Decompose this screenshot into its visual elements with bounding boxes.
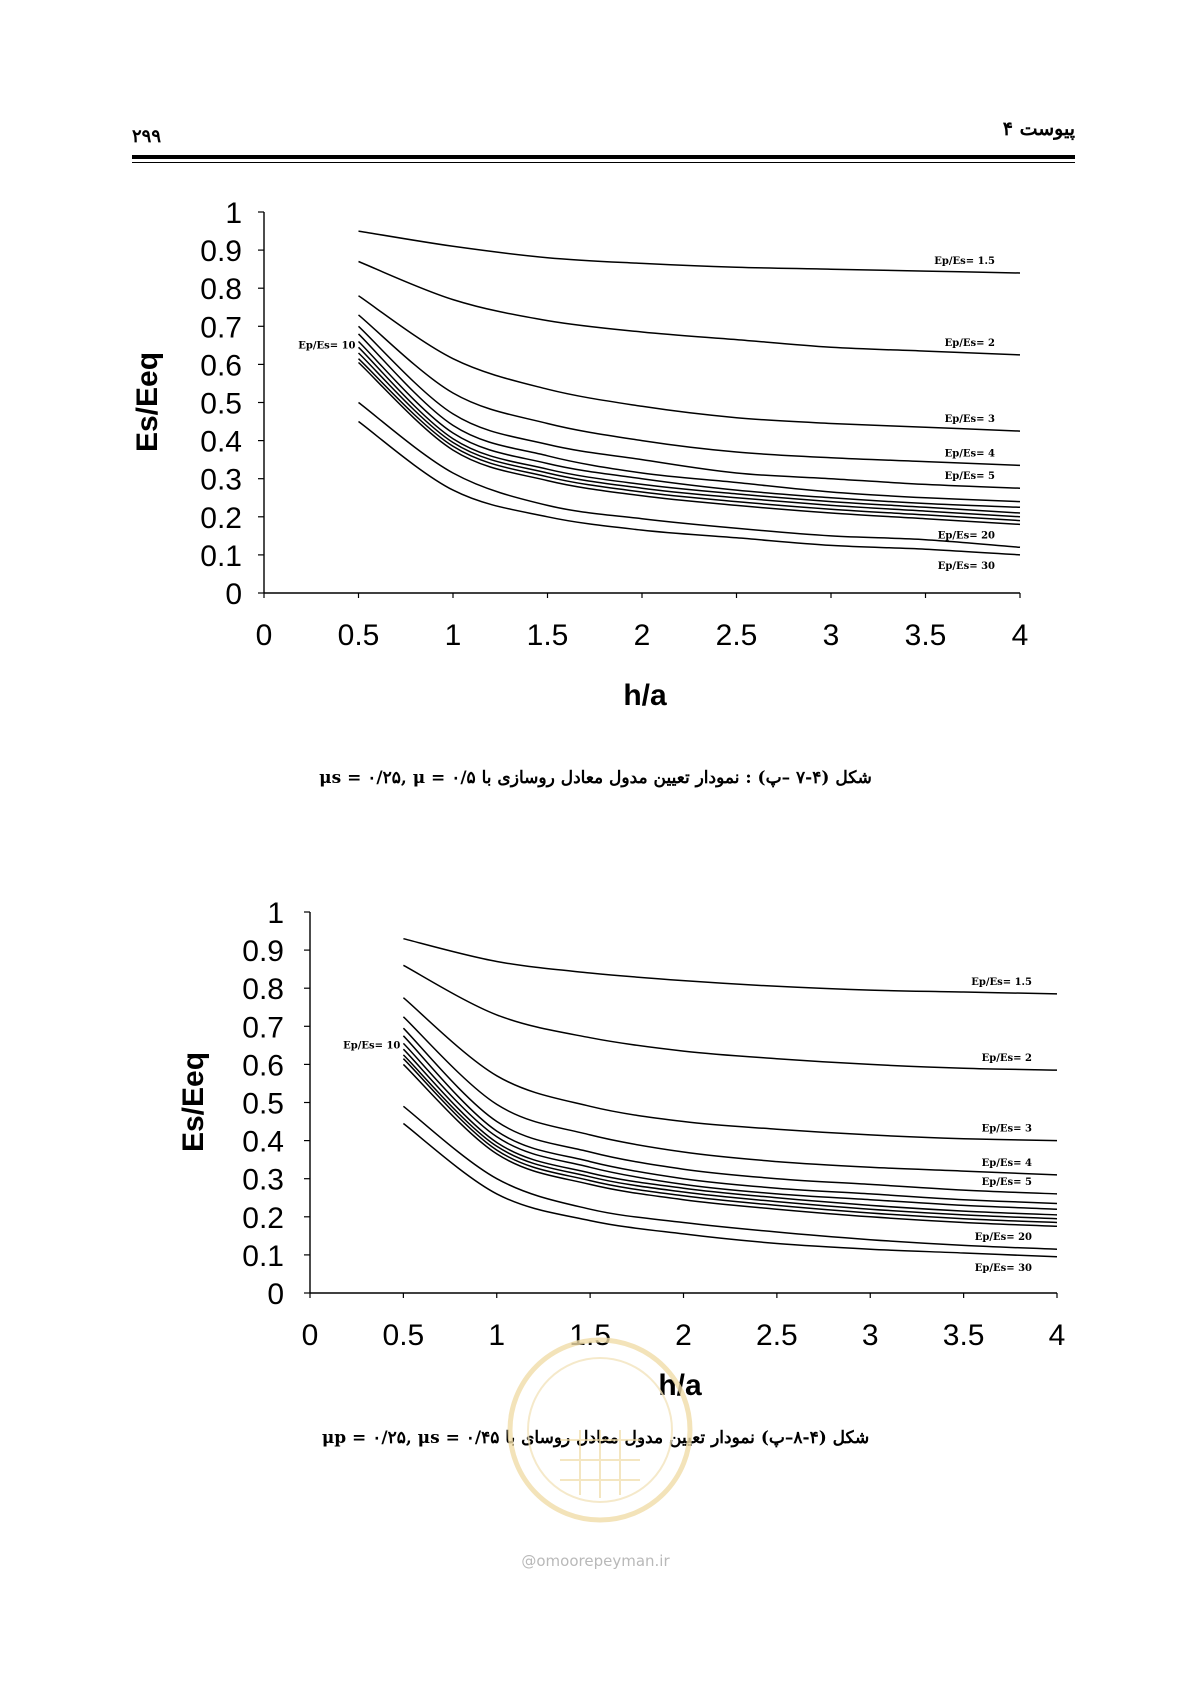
chart-2-series-line — [403, 1036, 1057, 1204]
caption-1: شکل (۴-۷ –پ) : نمودار تعیین مدول معادل روسازی با μs = ۰/۲۵, μ = ۰/۵ — [319, 768, 872, 788]
chart-1-y-tick-label: 0.1 — [200, 539, 242, 573]
chart-2-y-tick-label: 0.7 — [242, 1011, 284, 1045]
chart-2-series-label: Ep/Es= 5 — [981, 1176, 1032, 1188]
chart-1-y-tick-label: 0.3 — [200, 463, 242, 497]
chart-2-y-tick-label: 0.9 — [242, 935, 284, 969]
chart-1-x-tick-label: 3.5 — [904, 619, 947, 652]
chart-2-series-line — [403, 965, 1057, 1070]
chart-2-x-tick-label: 0.5 — [382, 1319, 425, 1352]
chart-2-x-axis-label: h/a — [658, 1369, 702, 1402]
chart-1-x-tick-label: 4 — [1011, 619, 1029, 652]
watermark-url: @omoorepeyman.ir — [521, 1552, 670, 1570]
chart-2-y-tick-label: 0.2 — [242, 1201, 284, 1235]
chart-1-y-tick-label: 0.5 — [200, 387, 242, 421]
chart-1-x-axis-label: h/a — [623, 679, 667, 712]
chart-2-y-tick-label: 0.4 — [242, 1125, 284, 1159]
chart-1-series-label: Ep/Es= 20 — [937, 530, 995, 542]
chart-1-y-tick-label: 0.8 — [200, 273, 242, 307]
chart-1-y-tick-label: 0.7 — [200, 311, 242, 345]
chart-1-series-line — [359, 315, 1021, 466]
chart-2-x-tick-label: 4 — [1048, 1319, 1066, 1352]
chart-2-x-tick-label: 1 — [488, 1319, 506, 1352]
chart-2-series-line — [403, 1028, 1057, 1194]
chart-2-series-line — [403, 998, 1057, 1141]
chart-2-y-tick-label: 0 — [267, 1278, 284, 1311]
caption-2: شکل (۴-۸–پ) نمودار تعیین مدول معادل روسای با μp = ۰/۲۵, μs = ۰/۴۵ — [321, 1428, 870, 1448]
chart-1-series-label: Ep/Es= 2 — [944, 337, 995, 349]
chart-1-series-line — [359, 334, 1021, 502]
chart-2-y-tick-label: 0.1 — [242, 1239, 284, 1273]
chart-1-series-line — [359, 342, 1021, 508]
chart-1-series-line — [359, 359, 1021, 521]
chart-1-series-line — [359, 296, 1021, 431]
chart-1-series-label: Ep/Es= 1.5 — [934, 255, 995, 267]
chart-2-y-axis-label: Es/Eeq — [177, 1051, 210, 1153]
chart-1-series-label: Ep/Es= 4 — [944, 448, 995, 460]
chart-1-y-tick-label: 0 — [225, 578, 242, 611]
chart-1-y-tick-label: 0.2 — [200, 501, 242, 535]
chart-2-x-tick-label: 3 — [861, 1319, 879, 1352]
chart-1-x-tick-label: 2 — [633, 619, 651, 652]
chart-2-y-tick-label: 0.3 — [242, 1163, 284, 1197]
chart-1-series-label: Ep/Es= 10 — [298, 340, 356, 352]
chart-2-series-line — [403, 939, 1057, 994]
chart-1-series-label: Ep/Es= 30 — [937, 560, 995, 572]
chart-2-y-tick-label: 0.6 — [242, 1049, 284, 1083]
chart-1-y-tick-label: 1 — [225, 197, 242, 230]
chart-2-series-label: Ep/Es= 10 — [343, 1040, 401, 1052]
chart-2-y-tick-label: 0.5 — [242, 1087, 284, 1121]
chart-2-series-line — [403, 1106, 1057, 1249]
chart-2-series-label: Ep/Es= 3 — [981, 1123, 1032, 1135]
chart-2-series-label: Ep/Es= 4 — [981, 1157, 1032, 1169]
chart-2-y-tick-label: 0.8 — [242, 973, 284, 1007]
section-title: پیوست ۴ — [1002, 118, 1075, 140]
chart-1-x-tick-label: 1.5 — [526, 619, 569, 652]
header-rule-thick — [132, 155, 1075, 159]
chart-1-series-line — [359, 363, 1021, 525]
seal-watermark — [500, 1330, 700, 1530]
chart-1 — [0, 160, 1191, 720]
chart-2-series-label: Ep/Es= 1.5 — [971, 976, 1032, 988]
chart-2-x-tick-label: 2.5 — [756, 1319, 798, 1352]
chart-1-series-label: Ep/Es= 3 — [944, 414, 995, 426]
chart-1-x-tick-label: 0 — [255, 619, 273, 652]
chart-1-series-line — [359, 403, 1021, 548]
chart-2-x-tick-label: 1.5 — [569, 1319, 611, 1352]
chart-2-x-tick-label: 0 — [301, 1319, 319, 1352]
chart-2-series-label: Ep/Es= 2 — [981, 1053, 1032, 1065]
chart-1-x-tick-label: 2.5 — [715, 619, 758, 652]
page-number: ۲۹۹ — [132, 126, 162, 147]
chart-2-y-tick-label: 1 — [267, 897, 284, 930]
chart-2-x-tick-label: 3.5 — [942, 1319, 985, 1352]
chart-2-series-line — [403, 1017, 1057, 1175]
chart-1-x-tick-label: 3 — [822, 619, 840, 652]
chart-1-series-label: Ep/Es= 5 — [944, 471, 995, 483]
chart-1-y-tick-label: 0.9 — [200, 235, 242, 269]
chart-1-svg — [0, 160, 1191, 720]
chart-1-series-line — [359, 262, 1021, 355]
chart-2-x-tick-label: 2 — [675, 1319, 692, 1352]
chart-2-series-label: Ep/Es= 30 — [974, 1262, 1032, 1274]
chart-1-x-tick-label: 0.5 — [337, 619, 380, 652]
chart-1-y-tick-label: 0.6 — [200, 349, 242, 383]
chart-1-series-line — [359, 231, 1021, 273]
chart-2-series-label: Ep/Es= 20 — [974, 1232, 1032, 1244]
chart-1-y-axis-label: Es/Eeq — [131, 351, 164, 453]
chart-1-series-line — [359, 347, 1021, 513]
chart-1-y-tick-label: 0.4 — [200, 425, 242, 459]
chart-1-x-tick-label: 1 — [444, 619, 462, 652]
